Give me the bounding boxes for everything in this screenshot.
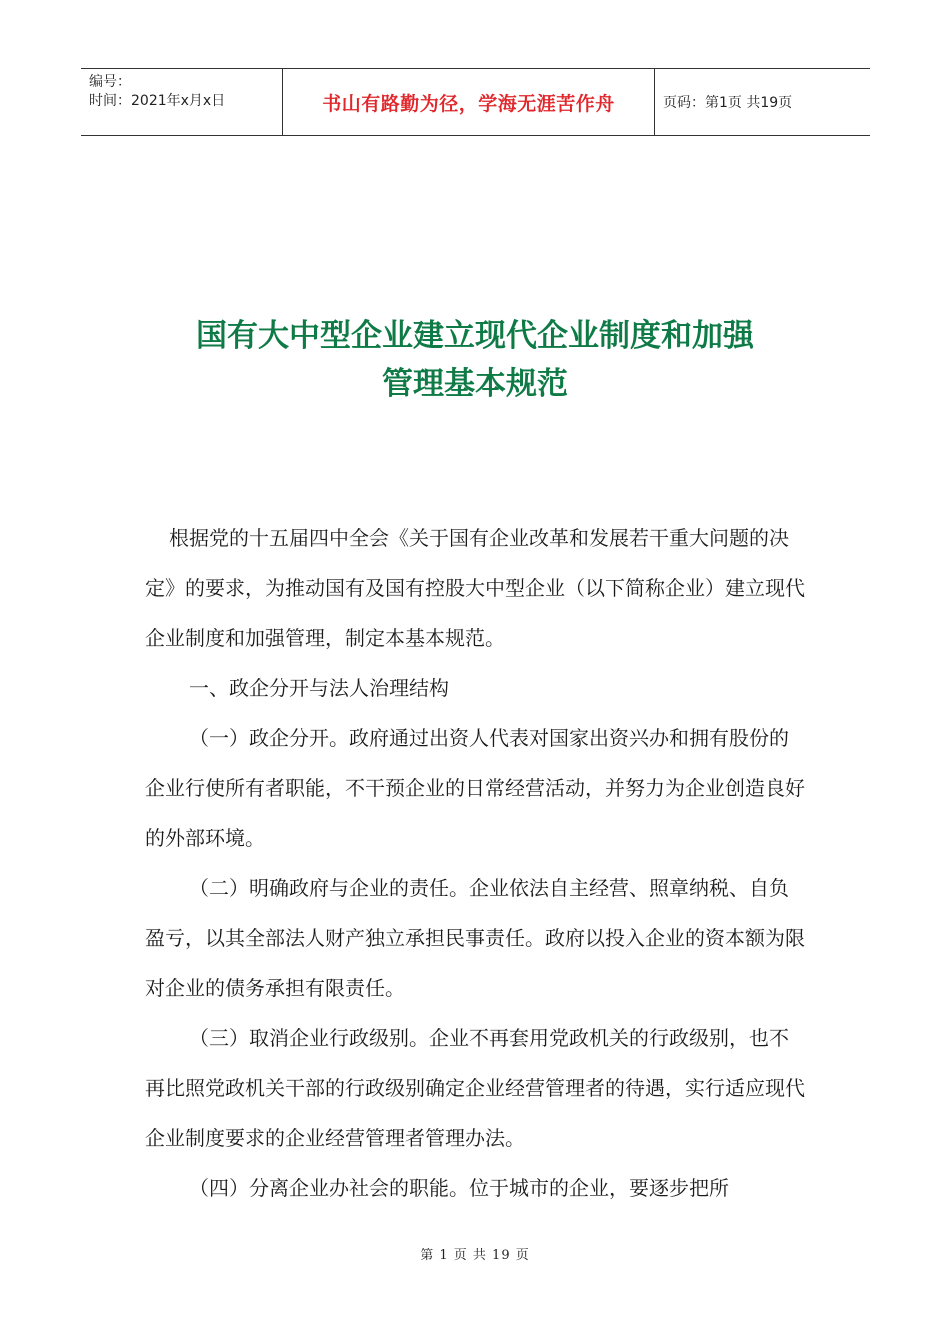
paragraph-item-2: （二）明确政府与企业的责任。企业依法自主经营、照章纳税、自负盈亏，以其全部法人财产独立承担民事责任。政府以投入企业的资本额为限对企业的债务承担有限责任。 <box>145 876 805 1000</box>
section-heading-1: 一、政企分开与法人治理结构 <box>189 676 449 700</box>
title-line-1: 国有大中型企业建立现代企业制度和加强 <box>196 318 754 354</box>
paragraph-item-4: （四）分离企业办社会的职能。位于城市的企业，要逐步把所 <box>189 1176 729 1200</box>
document-title <box>0 312 950 408</box>
document-time-label: 时间：2021年x月x日 <box>89 93 226 109</box>
header-motto-cell <box>282 69 655 135</box>
footer-page-number: 第 1 页 共 19 页 <box>420 1248 530 1263</box>
header-table <box>81 68 870 136</box>
header-motto: 书山有路勤为径，学海无涯苦作舟 <box>322 92 615 115</box>
page-footer <box>0 1244 950 1263</box>
document-body <box>145 513 805 1213</box>
header-page-info: 页码：第1页 共19页 <box>663 95 793 111</box>
header-meta-cell <box>81 69 282 135</box>
header-page-cell <box>655 69 870 135</box>
title-line-2: 管理基本规范 <box>382 366 568 402</box>
paragraph-item-3: （三）取消企业行政级别。企业不再套用党政机关的行政级别，也不再比照党政机关干部的行政级别确定企业经营管理者的待遇，实行适应现代企业制度要求的企业经营管理者管理办法。 <box>145 1026 805 1150</box>
document-number-label: 编号： <box>89 74 131 90</box>
paragraph-item-1: （一）政企分开。政府通过出资人代表对国家出资兴办和拥有股份的企业行使所有者职能，不干预企业的日常经营活动，并努力为企业创造良好的外部环境。 <box>145 726 805 850</box>
paragraph-intro: 根据党的十五届四中全会《关于国有企业改革和发展若干重大问题的决定》的要求，为推动国有及国有控股大中型企业（以下简称企业）建立现代企业制度和加强管理，制定本基本规范。 <box>145 526 805 650</box>
